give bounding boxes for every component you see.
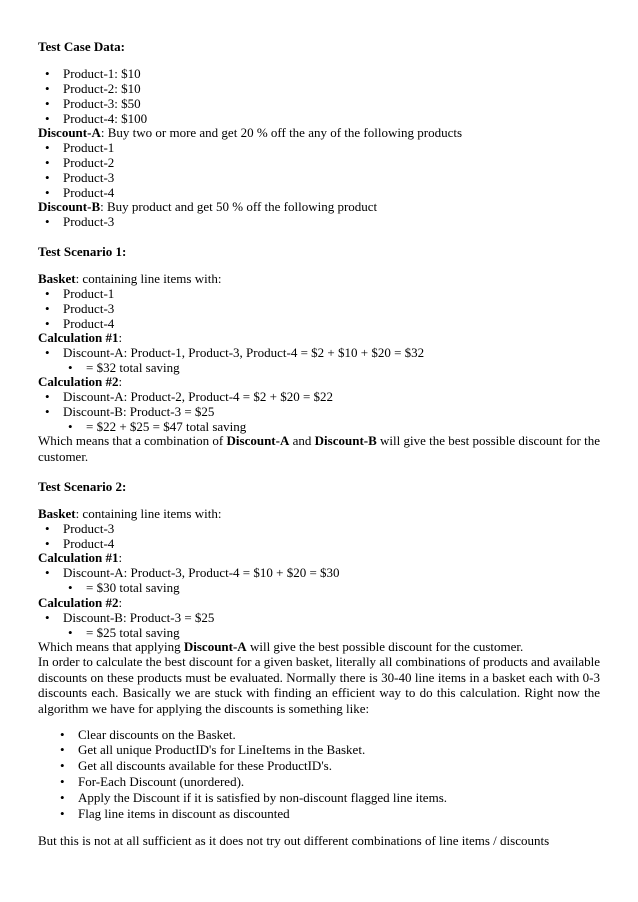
list-item: • Discount-B: Product-3 = $25 xyxy=(63,610,214,625)
list-item: • Product-3 xyxy=(63,301,114,316)
list-item: • Get all unique ProductID's for LineItems in the Basket. xyxy=(78,742,365,757)
basket-text: : containing line items with: xyxy=(75,271,222,286)
scenario2-conclusion: Which means that applying Discount-A will give the best possible discount for the customer. xyxy=(38,639,524,654)
scenario2-calc2-label: Calculation #2: xyxy=(38,595,123,610)
list-item: • For-Each Discount (unordered). xyxy=(78,774,244,789)
closing-paragraph: In order to calculate the best discount for a given basket, literally all combinations of products and available discounts on these products must be evaluated. Normally there is 30-40 line items in a basket each with 0-3 discounts each. Basically we are stuck with finding an efficient way to do this calculation. Right now the algorithm we have for applying the discounts is something like: xyxy=(38,654,600,716)
scenario1-heading: Test Scenario 1: xyxy=(38,244,127,259)
scenario1-basket xyxy=(38,271,221,286)
list-item: • Product-2: $10 xyxy=(63,81,141,96)
discount-b-definition xyxy=(38,199,377,214)
list-item: • = $32 total saving xyxy=(86,360,180,375)
scenario2-calc1-label: Calculation #1: xyxy=(38,550,123,565)
discount-b-text: : Buy product and get 50 % off the following product xyxy=(100,199,378,214)
scenario1-calc1-label: Calculation #1: xyxy=(38,330,123,345)
list-item: • Product-3 xyxy=(63,521,114,536)
discount-a-definition xyxy=(38,125,462,140)
discount-b-label: Discount-B xyxy=(38,199,101,214)
list-item: • Product-4 xyxy=(63,536,114,551)
list-item: • Product-4: $100 xyxy=(63,111,147,126)
scenario1-conclusion: Which means that a combination of Discount-A and Discount-B will give the best possible discount for the customer. xyxy=(38,433,600,464)
basket-text: : containing line items with: xyxy=(75,506,222,521)
list-item: • = $22 + $25 = $47 total saving xyxy=(86,419,246,434)
list-item: • Product-1 xyxy=(63,140,114,155)
discount-a-label: Discount-A xyxy=(38,125,101,140)
list-item: • Apply the Discount if it is satisfied by non-discount flagged line items. xyxy=(78,790,447,805)
scenario1-calc2-label: Calculation #2: xyxy=(38,374,123,389)
closing-final-sentence: But this is not at all sufficient as it does not try out different combinations of line items / discounts xyxy=(38,833,550,848)
list-item: • Discount-A: Product-2, Product-4 = $2 + $20 = $22 xyxy=(63,389,333,404)
list-item: • Product-4 xyxy=(63,185,114,200)
list-item: • Product-4 xyxy=(63,316,114,331)
list-item: • Product-3 xyxy=(63,170,114,185)
list-item: • Product-1: $10 xyxy=(63,66,141,81)
list-item: • = $30 total saving xyxy=(86,580,180,595)
scenario2-heading: Test Scenario 2: xyxy=(38,479,127,494)
list-item: • Discount-B: Product-3 = $25 xyxy=(63,404,214,419)
list-item: • Flag line items in discount as discounted xyxy=(78,806,290,821)
list-item: • Product-2 xyxy=(63,155,114,170)
test-case-data-heading: Test Case Data: xyxy=(38,39,125,54)
list-item: • Get all discounts available for these ProductID's. xyxy=(78,758,332,773)
scenario2-basket xyxy=(38,506,221,521)
list-item: • Clear discounts on the Basket. xyxy=(78,727,236,742)
list-item: • Product-3 xyxy=(63,214,114,229)
discount-a-text: : Buy two or more and get 20 % off the any of the following products xyxy=(100,125,463,140)
list-item: • Product-1 xyxy=(63,286,114,301)
basket-label: Basket xyxy=(38,271,76,286)
list-item: • Discount-A: Product-1, Product-3, Product-4 = $2 + $10 + $20 = $32 xyxy=(63,345,424,360)
basket-label: Basket xyxy=(38,506,76,521)
list-item: • = $25 total saving xyxy=(86,625,180,640)
list-item: • Discount-A: Product-3, Product-4 = $10 + $20 = $30 xyxy=(63,565,340,580)
list-item: • Product-3: $50 xyxy=(63,96,141,111)
